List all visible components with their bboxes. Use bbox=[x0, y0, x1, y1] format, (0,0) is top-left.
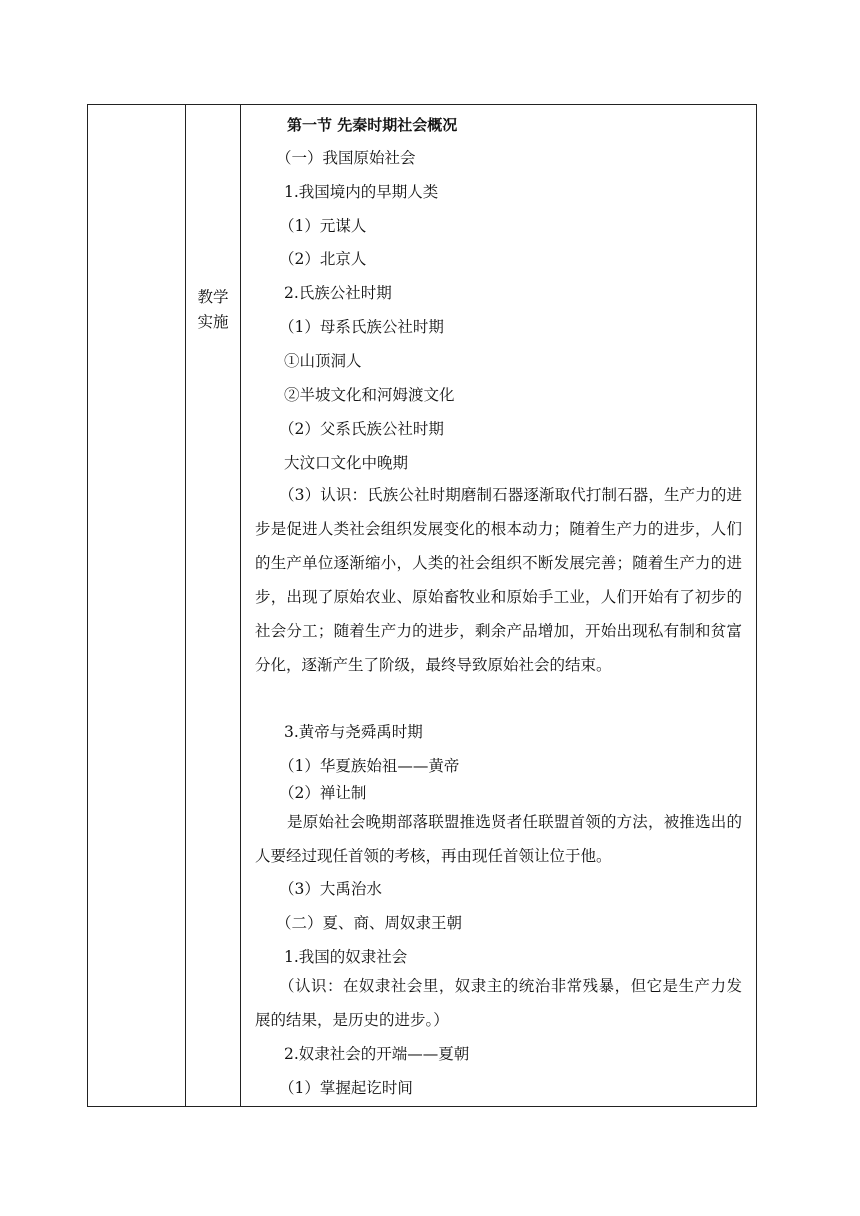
text-line: 1.我国境内的早期人类 bbox=[284, 183, 439, 201]
text-line: 大汶口文化中晚期 bbox=[284, 454, 409, 472]
text-line: （2）禅让制 bbox=[279, 784, 367, 802]
section-title: 第一节 先秦时期社会概况 bbox=[287, 116, 458, 134]
text-line: （一）我国原始社会 bbox=[276, 149, 416, 167]
paragraph-shanrang: 是原始社会晚期部落联盟推选贤者任联盟首领的方法，被推选出的人要经过现任首领的考核，再由现任首领让位于他。 bbox=[255, 813, 742, 865]
text-line: 1.我国的奴隶社会 bbox=[284, 948, 408, 966]
label-line: 教学 bbox=[197, 288, 229, 306]
label-line: 实施 bbox=[197, 313, 229, 331]
text-line: （1）掌握起讫时间 bbox=[279, 1079, 413, 1097]
text-line: ①山顶洞人 bbox=[284, 352, 362, 370]
text-line: （2）北京人 bbox=[279, 250, 367, 268]
text-line: （2）父系氏族公社时期 bbox=[279, 420, 444, 438]
content-cell bbox=[241, 105, 756, 1106]
paragraph-recognition: （3）认识：氏族公社时期磨制石器逐渐取代打制石器，生产力的进步是促进人类社会组织发展变化的根本动力；随着生产力的进步，人们的生产单位逐渐缩小，人类的社会组织不断发展完善；随着生产力的进步，出现了原始农业、原始畜牧业和原始手工业，人们开始有了初步的社会分工；随着生产力的进步，剩余产品增加，开始出现私有制和贫富分化，逐渐产生了阶级，最终导致原始社会的结束。 bbox=[255, 486, 742, 674]
text-line: ②半坡文化和河姆渡文化 bbox=[284, 386, 455, 404]
text-line: （1）元谋人 bbox=[279, 217, 367, 235]
text-line: 2.奴隶社会的开端——夏朝 bbox=[284, 1045, 470, 1063]
text-line: （1）母系氏族公社时期 bbox=[279, 318, 444, 336]
text-line: （3）大禹治水 bbox=[279, 880, 382, 898]
paragraph-slave-society: （认识：在奴隶社会里，奴隶主的统治非常残暴，但它是生产力发展的结果，是历史的进步。） bbox=[255, 977, 742, 1029]
column-divider bbox=[185, 105, 186, 1106]
text-line: （二）夏、商、周奴隶王朝 bbox=[276, 914, 463, 932]
row-label-teaching-implementation bbox=[186, 285, 240, 335]
lesson-table bbox=[87, 104, 757, 1107]
text-line: 3.黄帝与尧舜禹时期 bbox=[284, 723, 423, 741]
text-line: （1）华夏族始祖——黄帝 bbox=[279, 757, 460, 775]
text-line: 2.氏族公社时期 bbox=[284, 284, 392, 302]
